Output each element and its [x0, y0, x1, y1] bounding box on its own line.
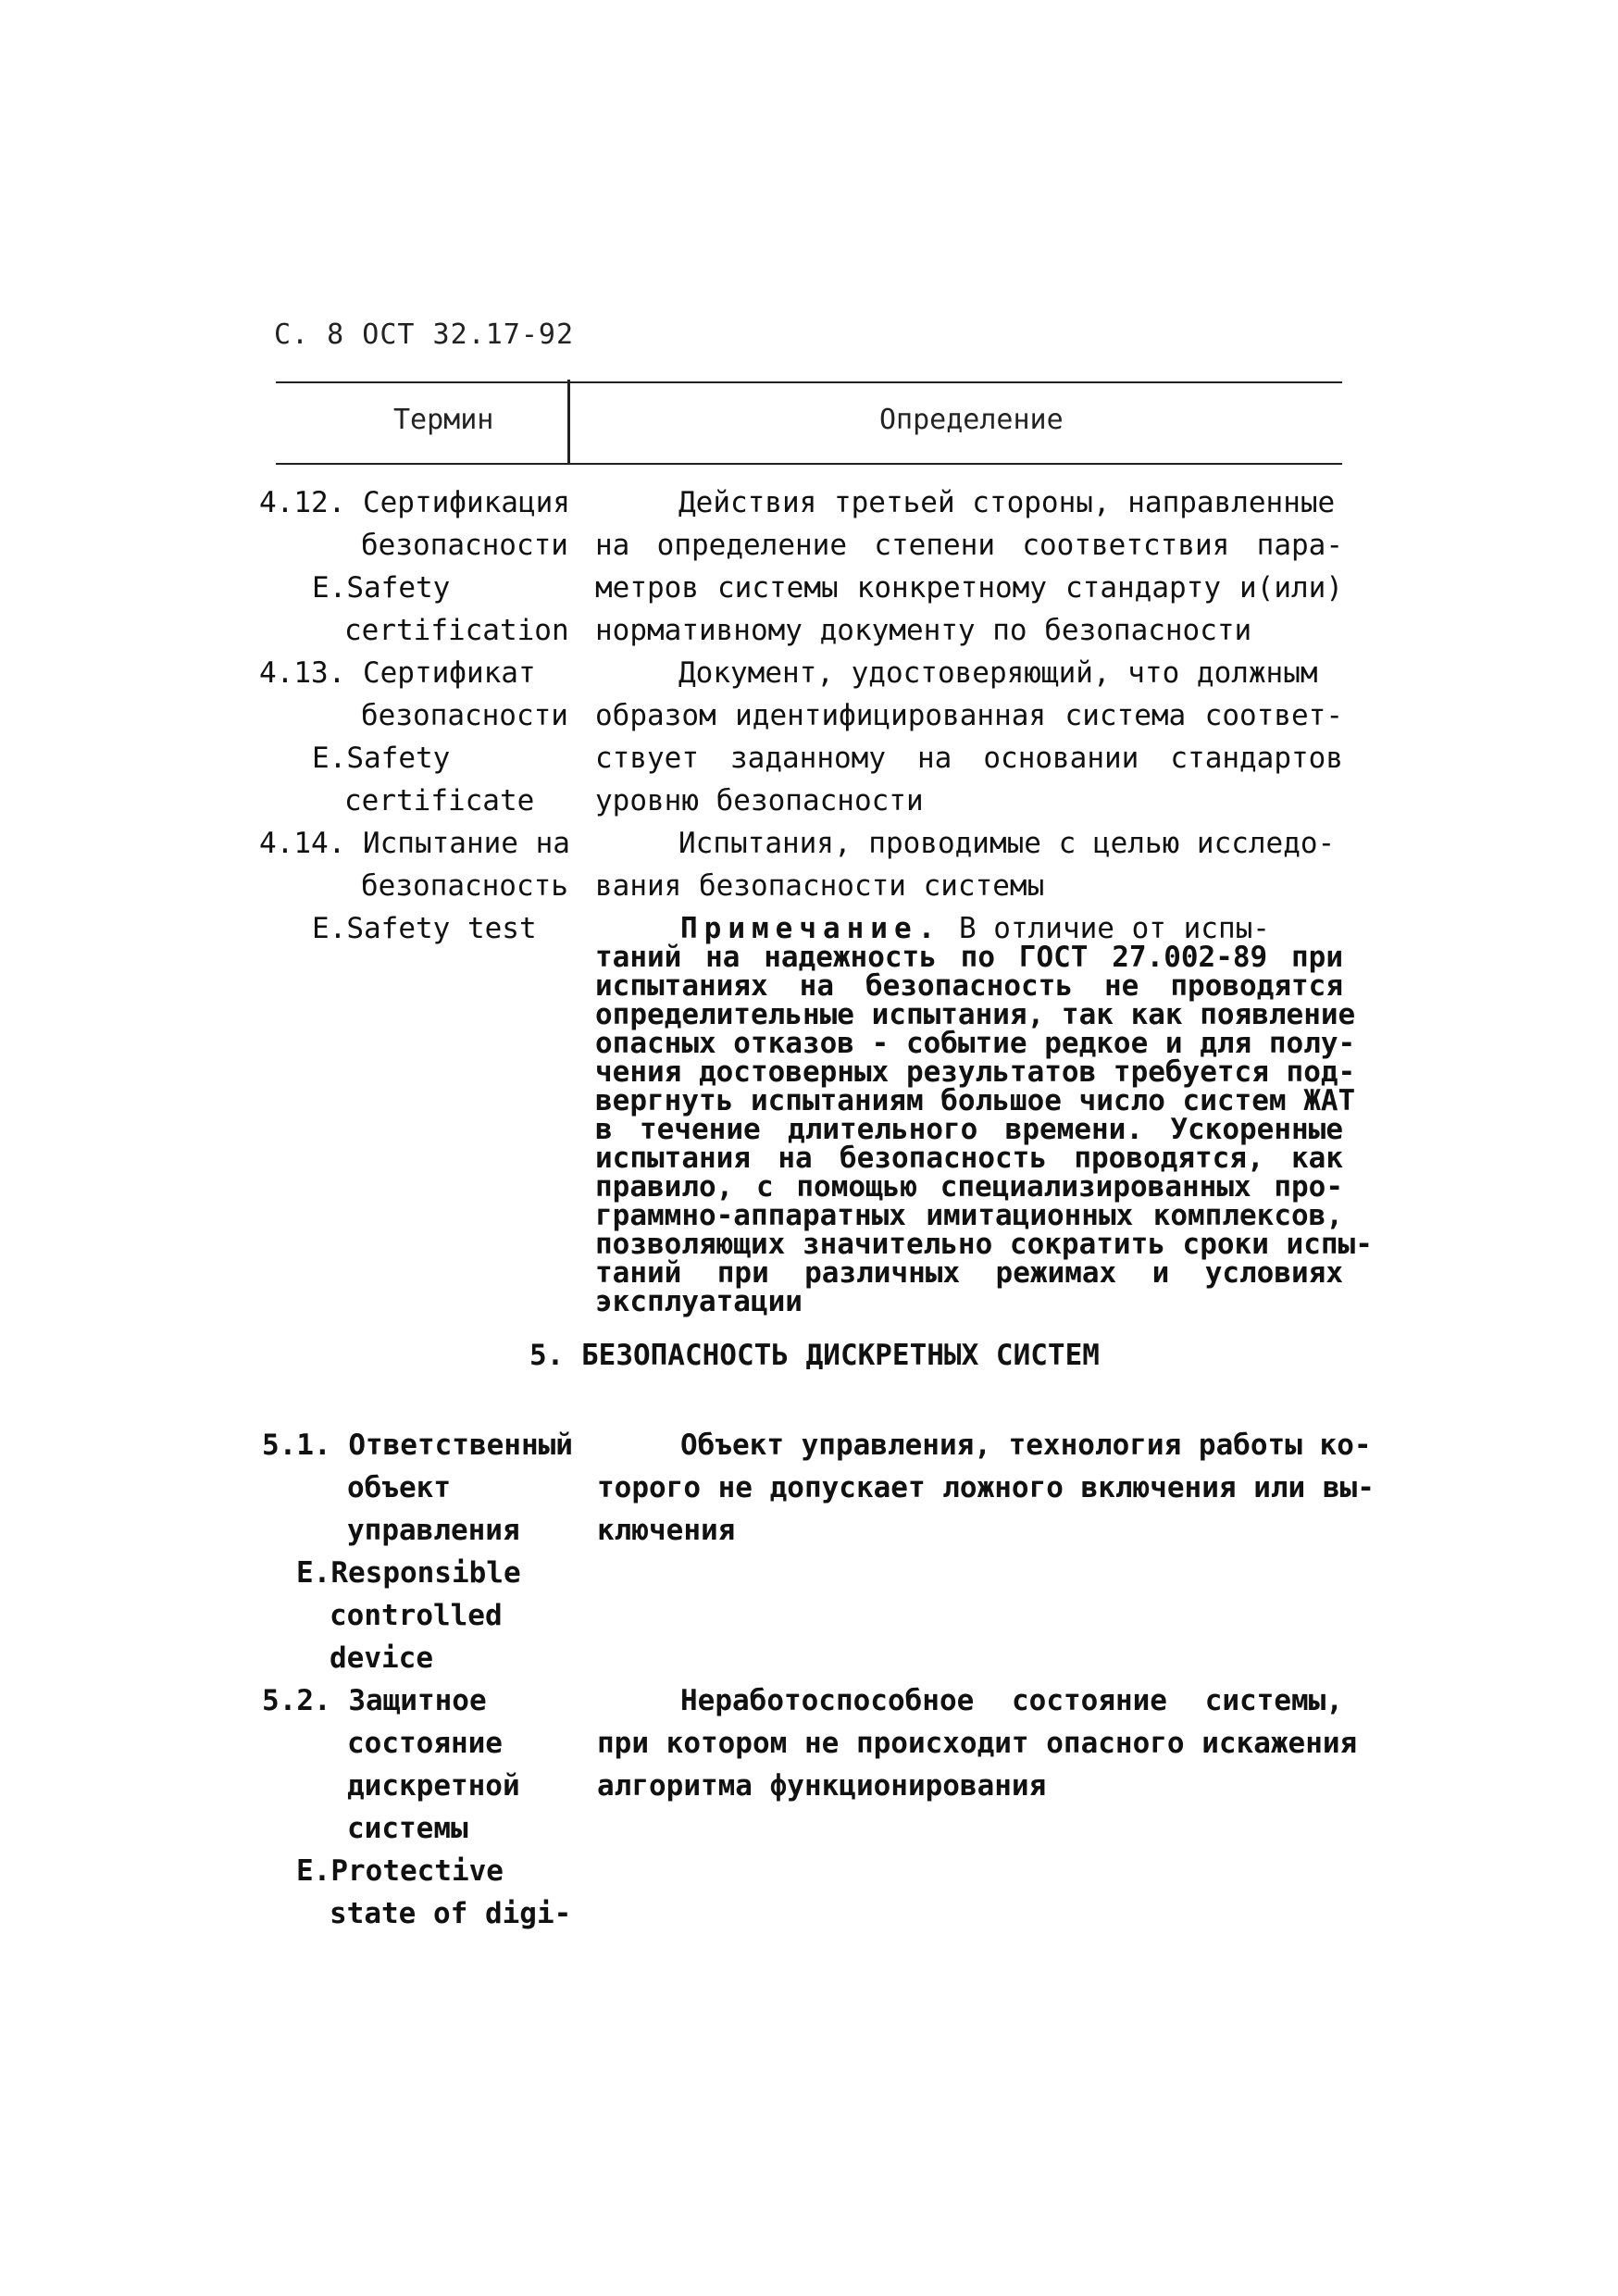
- note-line-6: вергнуть испытаниям большое число систем ЖАТ: [595, 1084, 1356, 1117]
- def-5-1-line-2: торого не допускает ложного включения или вы-: [597, 1471, 1375, 1504]
- term-4-14-line-2: безопасность: [361, 869, 568, 903]
- note-line-11: позволяющих значительно сократить сроки испы-: [595, 1228, 1373, 1261]
- def-4-13-line-2: образом идентифицированная система соответ-: [595, 699, 1343, 732]
- table-header-rule: [276, 463, 1342, 465]
- def-4-14-line-1: Испытания, проводимые с целью исследо-: [678, 827, 1336, 860]
- page-header: С. 8 ОСТ 32.17-92: [274, 318, 575, 351]
- term-5-2-line-2: состояние: [347, 1727, 503, 1760]
- term-5-1-line-6: device: [330, 1641, 433, 1675]
- def-5-2-line-1: Неработоспособное состояние системы,: [680, 1684, 1343, 1717]
- note-line-10: граммно-аппаратных имитационных комплексов,: [595, 1199, 1343, 1232]
- term-4-14-line-3: E.Safety test: [312, 912, 537, 945]
- def-4-12-line-2: на определение степени соответствия пара-: [595, 529, 1343, 562]
- def-4-14-line-2: вания безопасности системы: [595, 869, 1045, 903]
- term-5-2-line-6: state of digi-: [330, 1897, 572, 1930]
- note-line-3: определительные испытания, так как появление: [595, 998, 1356, 1031]
- def-4-13-line-3: ствует заданному на основании стандартов: [595, 742, 1343, 775]
- definition-column-header: Определение: [879, 404, 1064, 436]
- note-label: Примечание.: [680, 912, 942, 945]
- note-first-line: [680, 912, 1270, 945]
- def-4-12-line-3: метров системы конкретному стандарту и(или): [595, 571, 1343, 605]
- term-4-12-line-2: безопасности: [361, 529, 568, 562]
- term-4-13-line-3: E.Safety: [312, 742, 451, 775]
- def-5-1-line-1: Объект управления, технология работы ко-: [680, 1429, 1372, 1462]
- note-line-13: эксплуатации: [595, 1285, 803, 1318]
- note-line-7: в течение длительного времени. Ускоренные: [595, 1113, 1343, 1146]
- note-line-5: чения достоверных результатов требуется под-: [595, 1055, 1356, 1089]
- def-4-13-line-4: уровню безопасности: [595, 784, 924, 817]
- note-line-4: опасных отказов - событие редкое и для полу-: [595, 1027, 1356, 1060]
- table-top-rule: [276, 381, 1342, 383]
- term-column-header: Термин: [393, 404, 494, 436]
- term-5-2-line-4: системы: [347, 1812, 468, 1845]
- term-5-1-line-2: объект: [347, 1471, 451, 1504]
- def-4-12-line-1: Действия третьей стороны, направленные: [678, 486, 1336, 519]
- term-4-12-line-1: 4.12. Сертификация: [259, 486, 570, 519]
- term-4-13-line-1: 4.13. Сертификат: [259, 656, 536, 690]
- note-line-9: правило, с помощью специализированных про-: [595, 1170, 1343, 1204]
- def-4-13-line-1: Документ, удостоверяющий, что должным: [678, 656, 1318, 690]
- term-5-1-line-3: управления: [347, 1514, 520, 1547]
- def-5-2-line-3: алгоритма функционирования: [597, 1769, 1047, 1803]
- term-4-12-line-3: E.Safety: [312, 571, 451, 605]
- section-title: 5. БЕЗОПАСНОСТЬ ДИСКРЕТНЫХ СИСТЕМ: [529, 1339, 1100, 1372]
- note-line-12: таний при различных режимах и условиях: [595, 1256, 1343, 1290]
- note-line-8: испытания на безопасность проводятся, как: [595, 1142, 1343, 1175]
- term-4-14-line-1: 4.14. Испытание на: [259, 827, 570, 860]
- term-5-1-line-1: 5.1. Ответственный: [262, 1429, 573, 1462]
- term-5-2-line-3: дискретной: [347, 1769, 520, 1803]
- note-line-2: испытаниях на безопасность не проводятся: [595, 969, 1343, 1003]
- def-5-1-line-3: ключения: [597, 1514, 736, 1547]
- term-4-12-line-4: certification: [344, 614, 569, 647]
- def-4-12-line-4: нормативному документу по безопасности: [595, 614, 1252, 647]
- def-5-2-line-2: при котором не происходит опасного искажения: [597, 1727, 1358, 1760]
- term-4-13-line-4: certificate: [344, 784, 535, 817]
- term-5-2-line-5: E.Protective: [296, 1854, 504, 1888]
- note-line-1: таний на надежность по ГОСТ 27.002-89 при: [595, 941, 1343, 974]
- note-first-line-rest: В отличие от испы-: [958, 912, 1270, 945]
- term-5-2-line-1: 5.2. Защитное: [262, 1684, 487, 1717]
- term-4-13-line-2: безопасности: [361, 699, 568, 732]
- term-5-1-line-5: controlled: [330, 1599, 503, 1632]
- term-5-1-line-4: E.Responsible: [296, 1556, 521, 1590]
- table-column-divider: [567, 380, 570, 465]
